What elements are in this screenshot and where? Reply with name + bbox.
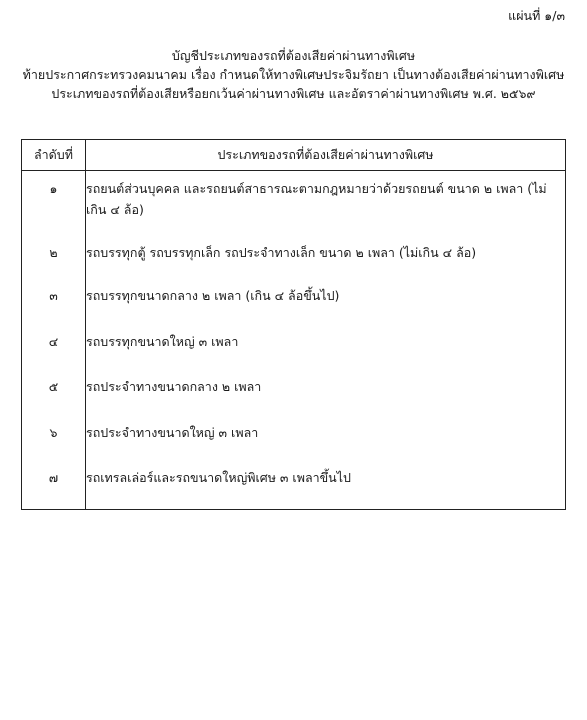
row-number: ๑ bbox=[49, 181, 58, 196]
row-description-cell bbox=[86, 369, 566, 415]
document-heading bbox=[0, 46, 587, 103]
table-row bbox=[22, 460, 566, 510]
row-number-cell bbox=[22, 171, 86, 236]
row-description-cell bbox=[86, 171, 566, 236]
row-description: รถบรรทุกขนาดกลาง ๒ เพลา (เกิน ๔ ล้อขึ้นไป) bbox=[86, 288, 340, 303]
row-number-cell bbox=[22, 235, 86, 278]
row-number-cell bbox=[22, 369, 86, 415]
row-number: ๒ bbox=[49, 245, 58, 260]
row-description: รถบรรทุกขนาดใหญ่ ๓ เพลา bbox=[86, 334, 239, 349]
table-header-row bbox=[22, 140, 566, 171]
row-description: รถเทรลเล่อร์และรถขนาดใหญ่พิเศษ ๓ เพลาขึ้นไป bbox=[86, 470, 351, 485]
row-number: ๔ bbox=[48, 334, 59, 349]
header-number: ลำดับที่ bbox=[22, 140, 86, 171]
row-number-cell bbox=[22, 324, 86, 369]
table-row bbox=[22, 171, 566, 236]
heading-title: บัญชีประเภทของรถที่ต้องเสียค่าผ่านทางพิเศษ bbox=[171, 48, 416, 63]
row-description-cell bbox=[86, 278, 566, 324]
heading-subtitle-announcement: ท้ายประกาศกระทรวงคมนาคม เรื่อง กำหนดให้ทางพิเศษประจิมรัถยา เป็นทางต้องเสียค่าผ่านทางพิเศษ bbox=[22, 67, 565, 82]
table-row bbox=[22, 235, 566, 278]
row-description: รถประจำทางขนาดกลาง ๒ เพลา bbox=[86, 379, 262, 394]
row-description: รถประจำทางขนาดใหญ่ ๓ เพลา bbox=[86, 425, 259, 440]
row-description-cell bbox=[86, 235, 566, 278]
row-number-cell bbox=[22, 415, 86, 460]
row-number: ๗ bbox=[48, 470, 59, 485]
row-number: ๖ bbox=[49, 425, 58, 440]
table-row bbox=[22, 369, 566, 415]
row-description-cell bbox=[86, 324, 566, 369]
heading-subtitle-regulation: ประเภทของรถที่ต้องเสียหรือยกเว้นค่าผ่านทางพิเศษ และอัตราค่าผ่านทางพิเศษ พ.ศ. ๒๕๖๙ bbox=[51, 86, 536, 101]
vehicle-type-table bbox=[21, 139, 566, 510]
row-number: ๕ bbox=[48, 379, 59, 394]
page-number: แผ่นที่ ๑/๓ bbox=[508, 8, 565, 23]
table-row bbox=[22, 415, 566, 460]
row-number-cell bbox=[22, 278, 86, 324]
row-description: รถบรรทุกตู้ รถบรรทุกเล็ก รถประจำทางเล็ก ขนาด ๒ เพลา (ไม่เกิน ๔ ล้อ) bbox=[86, 245, 477, 260]
row-description: รถยนต์ส่วนบุคคล และรถยนต์สาธารณะตามกฎหมายว่าด้วยรถยนต์ ขนาด ๒ เพลา (ไม่เกิน ๔ ล้อ) bbox=[86, 181, 547, 217]
header-vehicle-type: ประเภทของรถที่ต้องเสียค่าผ่านทางพิเศษ bbox=[86, 140, 566, 171]
row-description-cell bbox=[86, 460, 566, 510]
row-number: ๓ bbox=[49, 288, 58, 303]
row-description-cell bbox=[86, 415, 566, 460]
table-row bbox=[22, 278, 566, 324]
table-row bbox=[22, 324, 566, 369]
row-number-cell bbox=[22, 460, 86, 510]
